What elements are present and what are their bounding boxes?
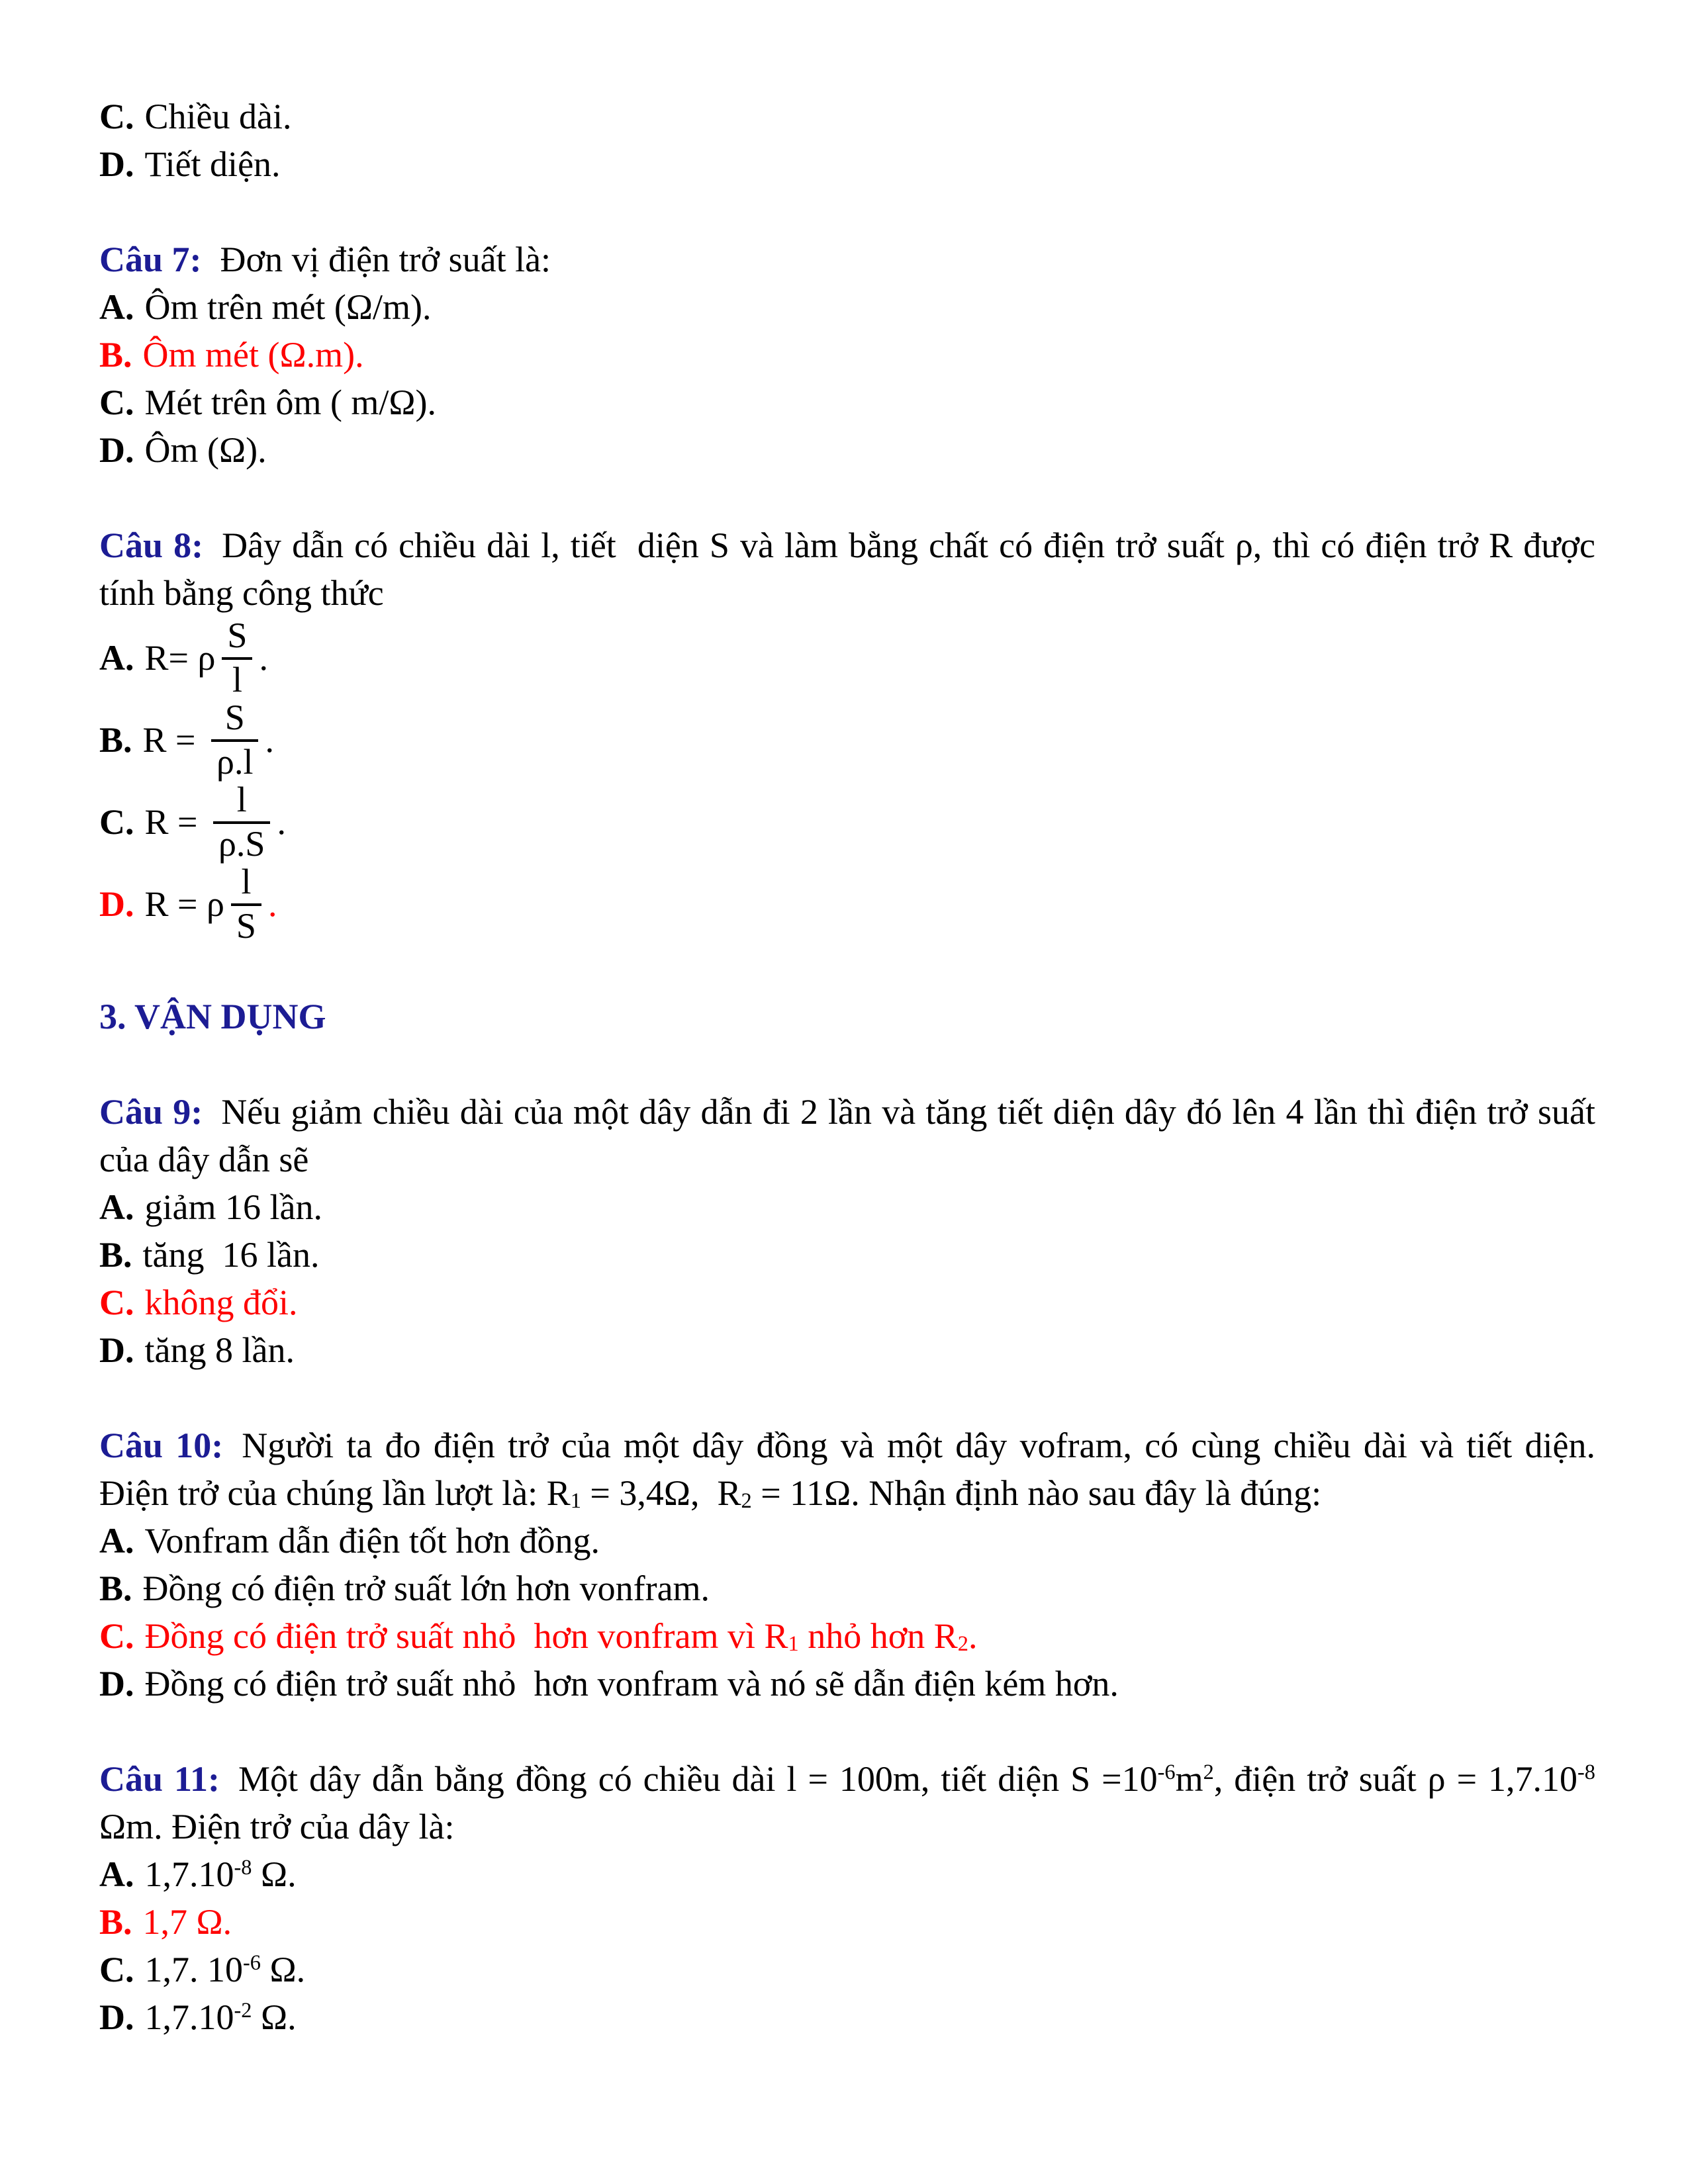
option-label: B. [99, 1902, 132, 1942]
option-label: A. [99, 287, 134, 327]
fraction-denominator: ρ.S [218, 824, 265, 864]
option-label: D. [99, 1664, 134, 1704]
option-text: $1,7.10^{-2}$ Ω. [144, 1997, 297, 2037]
q7-option-c [99, 379, 1595, 426]
q11-option-a [99, 1850, 1595, 1898]
option-label: D. [99, 144, 134, 184]
question-7-label: Câu 7: [99, 240, 202, 279]
q7-option-d [99, 426, 1595, 474]
option-label: D. [99, 1997, 134, 2037]
option-text: tăng 16 lần. [142, 1235, 320, 1275]
formula-suffix: . [267, 884, 277, 924]
q7-option-b-correct [99, 331, 1595, 379]
option-label: A. [99, 638, 134, 678]
option-label: C. [99, 1950, 134, 1989]
q8-option-a [99, 617, 1595, 699]
option-label: C. [99, 97, 134, 136]
option-text: tăng 8 lần. [144, 1330, 295, 1370]
option-text: Đồng có điện trở suất nhỏ hơn vonfram vì $R_1$ nhỏ hơn $R_2$. [144, 1616, 978, 1656]
option-text: không đổi. [144, 1283, 298, 1322]
option-label: A. [99, 1854, 134, 1894]
question-11-text: Một dây dẫn bằng đồng có chiều dài l = 100m, tiết diện $S =10^{-6}m^2$, điện trở suất $\rho = 1,7.10^{-8}$ Ωm. Điện trở của dây là: [99, 1759, 1605, 1846]
option-text: Ôm (Ω). [144, 430, 267, 470]
formula-suffix: . [277, 802, 286, 842]
question-11-label: Câu 11: [99, 1759, 220, 1799]
option-label: D. [99, 430, 134, 470]
q10-option-d [99, 1660, 1595, 1707]
option-label: A. [99, 1521, 134, 1561]
option-label: C. [99, 802, 134, 842]
q9-option-b [99, 1231, 1595, 1279]
q10-option-c-correct [99, 1612, 1595, 1660]
option-text: $1,7.10^{-8}$ Ω. [144, 1854, 297, 1894]
section-3-heading: 3. VẬN DỤNG [99, 997, 326, 1036]
formula-suffix: . [265, 720, 274, 760]
document-page [99, 93, 1605, 2041]
formula-prefix: R = ρ [144, 884, 224, 924]
question-10-heading [99, 1422, 1605, 1517]
q11-option-b-correct [99, 1898, 1595, 1946]
question-8-label: Câu 8: [99, 525, 204, 565]
q9-option-d [99, 1326, 1595, 1374]
formula-prefix: R = [142, 720, 205, 760]
q8-option-b [99, 699, 1595, 781]
fraction [213, 781, 270, 863]
question-8-text: Dây dẫn có chiều dài l, tiết diện S và làm bằng chất có điện trở suất ρ, thì có điện trở R được tính bằng công thức [99, 525, 1605, 613]
formula-suffix: . [259, 638, 268, 678]
option-text: Đồng có điện trở suất lớn hơn vonfram. [142, 1569, 710, 1608]
option-label: C. [99, 383, 134, 422]
option-label: C. [99, 1283, 134, 1322]
option-text: Vonfram dẫn điện tốt hơn đồng. [144, 1521, 600, 1561]
fraction [222, 617, 252, 699]
q11-option-c [99, 1946, 1595, 1993]
fraction [211, 699, 258, 781]
option-text: Ôm mét (Ω.m). [142, 335, 364, 375]
option-label: B. [99, 335, 132, 375]
question-10-text: Người ta đo điện trở của một dây đồng và một dây vofram, có cùng chiều dài và tiết diện. Điện trở của chúng lần lượt là: $R_1 = 3,4\Omega$, $R_2 = 11\Omega$. Nhận định nào sau đây là đúng: [99, 1426, 1605, 1513]
question-7-text: Đơn vị điện trở suất là: [220, 240, 551, 279]
question-9-label: Câu 9: [99, 1092, 203, 1132]
spacer [99, 1040, 1595, 1088]
option-label: D. [99, 1330, 134, 1370]
q8-option-d-correct [99, 863, 1595, 945]
option-text: Đồng có điện trở suất nhỏ hơn vonfram và nó sẽ dẫn điện kém hơn. [144, 1664, 1119, 1704]
option-text: 1,7. $10^{-6}$ Ω. [144, 1950, 306, 1989]
option-label: D. [99, 884, 134, 924]
fraction-numerator: l [213, 781, 270, 824]
option-label: C. [99, 1616, 134, 1656]
option-label: B. [99, 1569, 132, 1608]
fraction-numerator: S [222, 617, 252, 660]
option-text: Tiết diện. [144, 144, 281, 184]
q10-option-b [99, 1565, 1595, 1612]
option-text: giảm 16 lần. [144, 1187, 322, 1227]
question-11-heading [99, 1755, 1605, 1850]
option-text: Mét trên ôm ( m/Ω). [144, 383, 437, 422]
q11-option-d [99, 1993, 1595, 2041]
question-9-text: Nếu giảm chiều dài của một dây dẫn đi 2 lần và tăng tiết diện dây đó lên 4 lần thì điện trở suất của dây dẫn sẽ [99, 1092, 1605, 1179]
option-text: 1,7 Ω. [142, 1902, 232, 1942]
spacer [99, 1707, 1595, 1755]
fraction [231, 863, 261, 945]
option-text: Chiều dài. [144, 97, 292, 136]
question-10-label: Câu 10: [99, 1426, 224, 1465]
formula-prefix: R = [144, 802, 207, 842]
fraction-denominator: l [232, 660, 242, 700]
option-label: B. [99, 1235, 132, 1275]
question-8-heading [99, 522, 1605, 617]
question-7-heading [99, 236, 1595, 283]
spacer [99, 188, 1595, 236]
fraction-numerator: S [211, 699, 258, 742]
option-text: Ôm trên mét (Ω/m). [144, 287, 432, 327]
spacer [99, 945, 1595, 993]
formula-prefix: R= ρ [144, 638, 216, 678]
fraction-numerator: l [231, 863, 261, 906]
spacer [99, 474, 1595, 522]
q9-option-a [99, 1183, 1595, 1231]
q7-option-a [99, 283, 1595, 331]
q8-option-c [99, 781, 1595, 863]
option-label: B. [99, 720, 132, 760]
intro-option-c [99, 93, 1595, 140]
option-label: A. [99, 1187, 134, 1227]
fraction-denominator: S [236, 906, 256, 946]
fraction-denominator: ρ.l [216, 742, 254, 782]
q10-option-a [99, 1517, 1595, 1565]
spacer [99, 1374, 1595, 1422]
intro-option-d [99, 140, 1595, 188]
q9-option-c-correct [99, 1279, 1595, 1326]
question-9-heading [99, 1088, 1605, 1183]
